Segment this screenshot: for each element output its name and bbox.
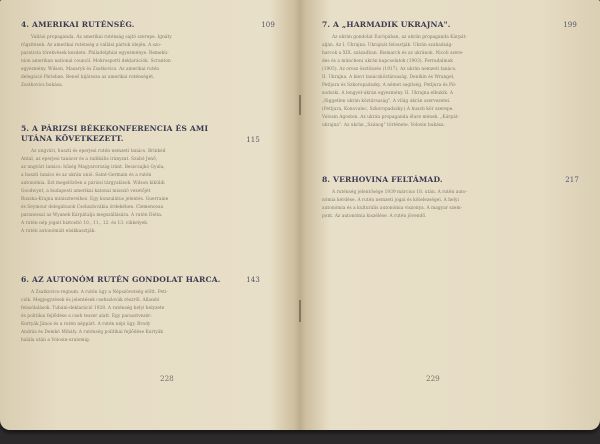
summary-line: Petljura és Szkoropadszky. A német segítség. Petljura és Pil- (322, 83, 457, 88)
summary-line: Vallási propaganda. Az amerikai ruténság sajtó szerepe. Ignáty (31, 35, 172, 40)
section-summary (21, 148, 259, 236)
summary-line: A rutén nép jogait biztosító 10., 11., 12. és 13. cikkelyek. (21, 221, 149, 226)
summary-line: egyezmény. Wilson, Masaryk és Zsatkovics. Az amerikai rutén (21, 67, 160, 72)
summary-line: harcok a XIX. században. Bismarck és az ukránok. Nicoli szere- (322, 51, 464, 56)
section-page-number: 109 (261, 21, 275, 29)
section-summary (322, 189, 579, 221)
summary-line: (Petljura, Konovalec, Szkoropadszky.) A huszti kör szerepe. (322, 107, 454, 112)
summary-line: delegáció Párisban. Beneš kijátssza az amerikai ruténségét. (21, 75, 155, 80)
section-summary (21, 34, 275, 90)
summary-line: az ungvári tanács: hűség Magyarország iránt. Beszcsajkó Gyula, (21, 165, 165, 170)
section-page-number: 199 (563, 21, 577, 29)
section-page-number: 217 (565, 176, 579, 184)
summary-line: „független ukrán köztársaság". A világ ukrán szervezetei. (322, 99, 451, 104)
summary-line: (1905). Az orosz ösztönzés (1917). Az ukrán nemzeti tanács. (322, 67, 457, 72)
summary-line: és Seymour delegátusok Csehszlovákia ördekében. Clemenceau (21, 205, 164, 210)
summary-line: ukrajna". Az ukrán „Szánog" története. Volosin bukása. (322, 123, 446, 128)
summary-line: II. Ukrajna. A kievi tanácsköztársaság. Denikin és Wrangel, (322, 75, 455, 80)
summary-line: Antal, az eperjesi tanácsr és a radikális irányzat. Szabó Jenő, (21, 157, 158, 162)
section-summary (322, 34, 577, 130)
summary-line: autonómia és a kulturális autonómia viszonya. A magyar szem- (322, 206, 463, 211)
summary-line: nion amerikan national council. Mokrosporti deklarációk. Scranton (21, 59, 171, 64)
summary-line: és politikai fejlődése a cseh teszer alatt. Egy parasztvezér: (21, 314, 152, 319)
section-title: 4. AMERIKAI RUTÉNSÉG. (21, 20, 135, 29)
section-title: 8. VERHOVINA FELTÁMAD. (322, 175, 443, 184)
toc-section-8 (322, 175, 579, 221)
section-heading (21, 275, 259, 285)
summary-line: A rutén autonómiát elsikkasztják. (21, 229, 96, 234)
binding-stitch (299, 300, 301, 322)
section-heading (322, 20, 577, 30)
summary-line: András és Demkó Mihály. A ruténség politikai fejlődése Kurtyák (21, 330, 164, 335)
summary-line: paratista törekvések kezdete. Philadelphiai egyezménye. Remekü- (21, 51, 169, 56)
summary-line: a huszti tanács és az ukrán unió. Saint-Germain és a rutén (21, 173, 152, 178)
toc-section-5 (21, 124, 259, 236)
summary-line: rögzitések. Az amerikai ruténség a vallási pártok idején. A szo- (21, 43, 162, 48)
summary-line: paranessal az Wyanek Kárpátalja megszállására. A rutén Diéta. (21, 213, 163, 218)
summary-line: sudszki. A lengyel-ukrán egyezmény. II. Ukrajna elbukik. A (322, 91, 453, 96)
section-summary (21, 289, 259, 345)
summary-line: autonómia. Ezt megelőzően a párizsi tárgyalások. Wilson kiküldi (21, 181, 165, 186)
section-heading (322, 175, 579, 185)
summary-line: alján. Az I. Ukrajna. Ukrajnát felosztják. Ukrán szabadság- (322, 43, 453, 48)
page-number: 228 (160, 374, 174, 383)
summary-line: felszólalások. Tubáni-deklaráció 1928. A ruténség helyi helyzete (21, 306, 165, 311)
toc-section-7 (322, 20, 577, 130)
summary-line: Zsatkovics bukása. (21, 83, 64, 88)
summary-line: Volosin Ágoston. Az ukrán propaganda élure mének. „Kárpát- (322, 115, 460, 120)
summary-line: des és a müncheni ukrán kapcsolatok (1903). Ferradalmak (322, 59, 453, 64)
section-heading (21, 124, 259, 144)
left-page (0, 0, 298, 430)
section-heading (21, 20, 275, 30)
summary-line: Goodwynt, a budapesti amerikai katonai misszió vezetőjét (21, 189, 151, 194)
summary-line: ciók. Megjegyzések és jelentések csehszlovák részről. Állandó (21, 298, 160, 303)
page-number: 229 (426, 374, 440, 383)
binding-stitch (299, 95, 301, 115)
section-title: 6. AZ AUTONÓM RUTÉN GONDOLAT HARCA. (21, 275, 221, 284)
summary-line: nómia kérdése. A rutén nemzeti jogai és kötelezségei. A helyi (322, 198, 459, 203)
section-title: 5. A PÁRIZSI BÉKEKONFERENCIA ÉS AMI UTÁNA KÖVETKEZETT. (21, 124, 209, 143)
toc-section-4 (21, 20, 275, 90)
summary-line: pont. Az autonómia kiszélése. A rutén jövendő. (322, 214, 427, 219)
section-page-number: 115 (246, 136, 260, 144)
section-title: 7. A „HARMADIK UKRAJNA". (322, 20, 451, 29)
summary-line: A Zsatkovics-regnum. A rutén ügy a Népszövetség előtt. Peti- (31, 290, 168, 295)
summary-line: Az ukrán gondolat Európában, az ukrán propaganda Kárpát- (332, 35, 467, 40)
section-page-number: 143 (246, 276, 260, 284)
summary-line: Az ungvári, huszti és eperjesi rutén nemzeti tanács. Brinkéd (31, 149, 166, 154)
toc-section-6 (21, 275, 259, 345)
summary-line: A ruténség jelentősége 1939 március 18. után. A rutén auto- (332, 190, 468, 195)
summary-line: Kurtyák János és a rutén néppárt. A rutén népi ügy, Brody (21, 322, 151, 327)
summary-line: halála után a Volosin-uralomig. (21, 338, 91, 343)
right-page (302, 0, 600, 430)
summary-line: Ruszka-Krajna minisztereihez. Egy konzulátus jelentés. Guerraine (21, 197, 169, 202)
